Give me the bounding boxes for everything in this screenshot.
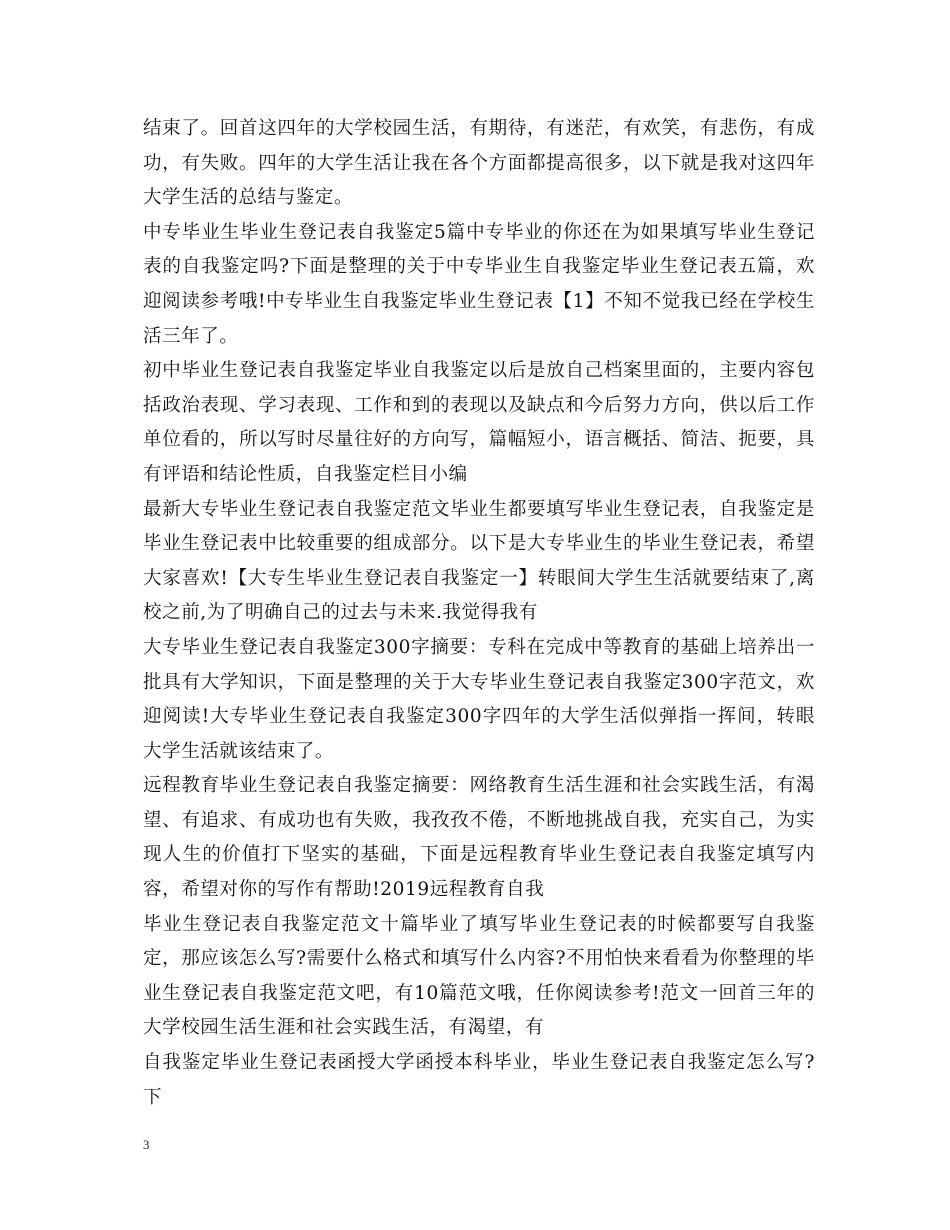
- paragraph-2: 中专毕业生毕业生登记表自我鉴定5篇中专毕业的你还在为如果填写毕业生登记表的自我鉴定吗?下面是整理的关于中专毕业生自我鉴定毕业生登记表五篇，欢迎阅读参考哦!中专毕业生自我鉴定毕业生登记表【1】不知不觉我已经在学校生活三年了。: [143, 221, 815, 347]
- paragraph-1: 结束了。回首这四年的大学校园生活，有期待，有迷茫，有欢笑，有悲伤，有成功，有失败。四年的大学生活让我在各个方面都提高很多，以下就是我对这四年大学生活的总结与鉴定。: [143, 118, 815, 209]
- paragraph-7: 毕业生登记表自我鉴定范文十篇毕业了填写毕业生登记表的时候都要写自我鉴定，那应该怎么写?需要什么格式和填写什么内容?不用怕快来看看为你整理的毕业生登记表自我鉴定范文吧，有10篇范文哦，任你阅读参考!范文一回首三年的大学校园生活生涯和社会实践生活，有渴望，有: [143, 913, 815, 1039]
- paragraph-3: 初中毕业生登记表自我鉴定毕业自我鉴定以后是放自己档案里面的，主要内容包括政治表现、学习表现、工作和到的表现以及缺点和今后努力方向，供以后工作单位看的，所以写时尽量往好的方向写，篇幅短小，语言概括、简洁、扼要，具有评语和结论性质，自我鉴定栏目小编: [143, 360, 815, 485]
- paragraph-5: 大专毕业生登记表自我鉴定300字摘要：专科在完成中等教育的基础上培养出一批具有大学知识，下面是整理的关于大专毕业生登记表自我鉴定300字范文，欢迎阅读!大专毕业生登记表自我鉴定300字四年的大学生活似弹指一挥间，转眼大学生活就该结束了。: [143, 636, 815, 762]
- paragraph-8: 自我鉴定毕业生登记表函授大学函授本科毕业，毕业生登记表自我鉴定怎么写?下: [143, 1052, 815, 1108]
- document-body: [143, 112, 815, 1115]
- page-number: 3: [143, 1137, 150, 1152]
- paragraph-4: 最新大专毕业生登记表自我鉴定范文毕业生都要填写毕业生登记表，自我鉴定是毕业生登记表中比较重要的组成部分。以下是大专毕业生的毕业生登记表，希望大家喜欢!【大专生毕业生登记表自我鉴定一】转眼间大学生生活就要结束了,离校之前,为了明确自己的过去与未来.我觉得我有: [143, 498, 815, 624]
- paragraph-6: 远程教育毕业生登记表自我鉴定摘要：网络教育生活生涯和社会实践生活，有渴望、有追求、有成功也有失败，我孜孜不倦，不断地挑战自我，充实自己，为实现人生的价值打下坚实的基础，下面是远程教育毕业生登记表自我鉴定填写内容，希望对你的写作有帮助!2019远程教育自我: [143, 775, 815, 901]
